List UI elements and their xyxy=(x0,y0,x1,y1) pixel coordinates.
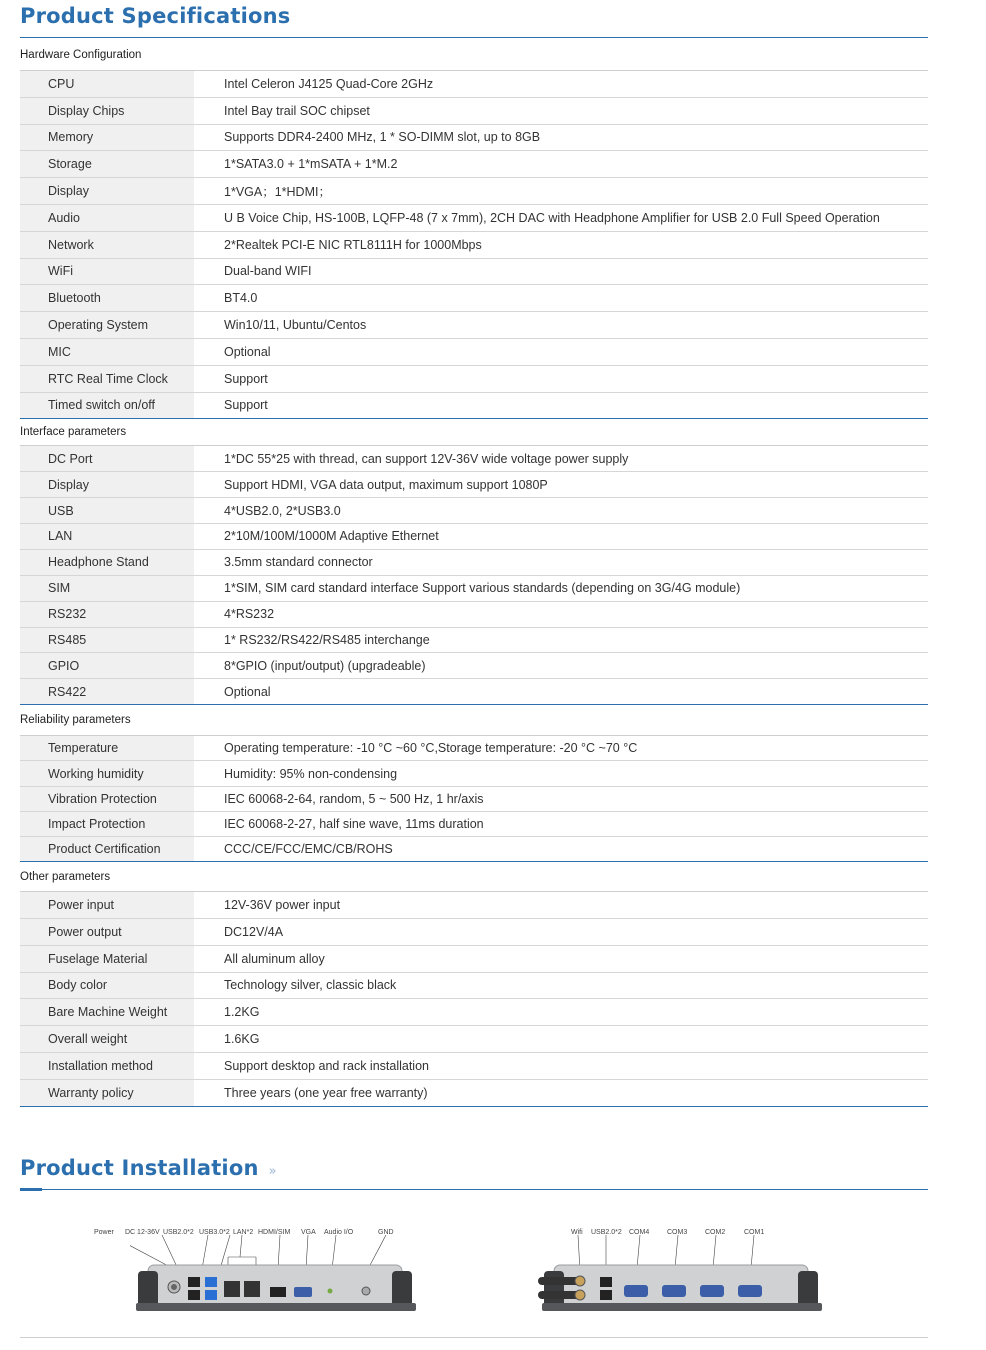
spec-label: RS232 xyxy=(20,602,194,627)
port-label: Power xyxy=(94,1229,114,1236)
port-label: COM1 xyxy=(744,1229,765,1236)
spec-row xyxy=(20,524,928,550)
spec-value: CCC/CE/FCC/EMC/CB/ROHS xyxy=(224,842,393,857)
port-label: COM3 xyxy=(667,1229,688,1236)
port-label: COM4 xyxy=(629,1229,650,1236)
port-label: DC 12-36V xyxy=(125,1229,160,1236)
port-label: USB2.0*2 xyxy=(591,1229,622,1236)
spec-value: Support xyxy=(224,371,268,386)
spec-label: Overall weight xyxy=(20,1026,194,1052)
spec-value: 3.5mm standard connector xyxy=(224,555,373,570)
spec-label: Working humidity xyxy=(20,761,194,785)
spec-label: Display xyxy=(20,178,194,204)
spec-row xyxy=(20,761,928,786)
group-header: Reliability parameters xyxy=(20,705,928,736)
spec-label: Warranty policy xyxy=(20,1080,194,1106)
spec-label: Audio xyxy=(20,205,194,231)
spec-value: 4*RS232 xyxy=(224,607,275,622)
spec-row xyxy=(20,312,928,339)
installation-title xyxy=(20,1156,277,1180)
port-label: LAN*2 xyxy=(233,1229,254,1236)
spec-label: RTC Real Time Clock xyxy=(20,366,194,392)
spec-label: RS485 xyxy=(20,628,194,653)
spec-label: Power input xyxy=(20,892,194,918)
port-label: COM2 xyxy=(705,1229,726,1236)
spec-row xyxy=(20,125,928,152)
spec-row xyxy=(20,679,928,705)
spec-row xyxy=(20,472,928,498)
port-label: Wifi xyxy=(571,1229,583,1236)
spec-row xyxy=(20,151,928,178)
spec-value: All aluminum alloy xyxy=(224,951,325,966)
spec-row xyxy=(20,1026,928,1053)
spec-row xyxy=(20,232,928,259)
spec-row xyxy=(20,393,928,420)
spec-value: Intel Bay trail SOC chipset xyxy=(224,103,370,118)
installation-title-accent xyxy=(20,1188,42,1191)
spec-label: WiFi xyxy=(20,259,194,285)
spec-row xyxy=(20,1080,928,1107)
specs-title-rule xyxy=(20,37,928,38)
spec-value: Operating temperature: -10 °C ~60 °C,Storage temperature: -20 °C ~70 °C xyxy=(224,741,638,756)
spec-label: MIC xyxy=(20,339,194,365)
spec-value: 1*SIM, SIM card standard interface Support various standards (depending on 3G/4G module) xyxy=(224,581,741,596)
spec-row xyxy=(20,550,928,576)
spec-label: Body color xyxy=(20,973,194,999)
spec-row xyxy=(20,205,928,232)
spec-value: Supports DDR4-2400 MHz, 1 * SO-DIMM slot, up to 8GB xyxy=(224,130,541,145)
spec-row xyxy=(20,71,928,98)
spec-value: 1*VGA；1*HDMI； xyxy=(224,185,331,200)
spec-value: Win10/11, Ubuntu/Centos xyxy=(224,318,367,333)
spec-label: Product Certification xyxy=(20,837,194,861)
spec-row xyxy=(20,498,928,524)
front-panel-image xyxy=(130,1235,420,1315)
spec-value: Support desktop and rack installation xyxy=(224,1058,429,1073)
spec-value: 1.6KG xyxy=(224,1032,260,1047)
spec-value: 4*USB2.0, 2*USB3.0 xyxy=(224,503,341,518)
spec-label: Memory xyxy=(20,125,194,151)
spec-row xyxy=(20,178,928,205)
spec-row xyxy=(20,812,928,837)
spec-label: Impact Protection xyxy=(20,812,194,836)
spec-label: Fuselage Material xyxy=(20,946,194,972)
group-header: Interface parameters xyxy=(20,419,928,446)
spec-label: SIM xyxy=(20,576,194,601)
spec-value: 1*DC 55*25 with thread, can support 12V-36V wide voltage power supply xyxy=(224,451,629,466)
spec-row xyxy=(20,446,928,472)
spec-label: Storage xyxy=(20,151,194,177)
spec-value: Technology silver, classic black xyxy=(224,978,397,993)
spec-value: Optional xyxy=(224,684,271,699)
spec-label: Installation method xyxy=(20,1053,194,1079)
installation-title-rule xyxy=(20,1189,928,1190)
spec-row xyxy=(20,1053,928,1080)
spec-row xyxy=(20,98,928,125)
spec-row xyxy=(20,628,928,654)
spec-row xyxy=(20,285,928,312)
bottom-divider xyxy=(20,1337,928,1338)
spec-label: Temperature xyxy=(20,736,194,760)
spec-row xyxy=(20,653,928,679)
spec-label: Headphone Stand xyxy=(20,550,194,575)
spec-value: Optional xyxy=(224,344,271,359)
spec-value: 1* RS232/RS422/RS485 interchange xyxy=(224,633,430,648)
spec-row xyxy=(20,919,928,946)
spec-row xyxy=(20,339,928,366)
spec-row xyxy=(20,366,928,393)
spec-row xyxy=(20,892,928,919)
specs-title: Product Specifications xyxy=(20,4,291,28)
spec-row xyxy=(20,259,928,286)
spec-row xyxy=(20,973,928,1000)
port-label: Audio I/O xyxy=(324,1229,354,1236)
spec-label: Timed switch on/off xyxy=(20,393,194,419)
spec-label: GPIO xyxy=(20,653,194,678)
spec-label: LAN xyxy=(20,524,194,549)
spec-label: Vibration Protection xyxy=(20,787,194,811)
spec-row xyxy=(20,837,928,862)
spec-value: 2*Realtek PCI-E NIC RTL8111H for 1000Mbps xyxy=(224,237,482,252)
spec-value: 2*10M/100M/1000M Adaptive Ethernet xyxy=(224,529,439,544)
spec-row xyxy=(20,946,928,973)
spec-label: Bare Machine Weight xyxy=(20,999,194,1025)
port-label: VGA xyxy=(301,1229,316,1236)
spec-label: Network xyxy=(20,232,194,258)
spec-label: Display Chips xyxy=(20,98,194,124)
spec-value: Support HDMI, VGA data output, maximum support 1080P xyxy=(224,477,548,492)
group-header: Hardware Configuration xyxy=(20,40,928,71)
installation-title-text: Product Installation xyxy=(20,1156,259,1180)
spec-value: 12V-36V power input xyxy=(224,898,341,913)
spec-row xyxy=(20,736,928,761)
spec-row xyxy=(20,787,928,812)
port-label: GND xyxy=(378,1229,394,1236)
spec-value: Three years (one year free warranty) xyxy=(224,1085,428,1100)
spec-value: U B Voice Chip, HS-100B, LQFP-48 (7 x 7mm), 2CH DAC with Headphone Amplifier for USB 2.0 Full Speed Operation xyxy=(224,210,880,225)
chevron-right-icon: » xyxy=(268,1164,277,1179)
spec-value: DC12V/4A xyxy=(224,924,284,939)
spec-row xyxy=(20,602,928,628)
spec-value: Humidity: 95% non-condensing xyxy=(224,766,398,781)
spec-label: Bluetooth xyxy=(20,285,194,311)
spec-value: 1*SATA3.0 + 1*mSATA + 1*M.2 xyxy=(224,157,398,172)
spec-value: Dual-band WIFI xyxy=(224,264,312,279)
rear-panel-image xyxy=(536,1235,826,1315)
group-header: Other parameters xyxy=(20,862,928,892)
port-label: HDMI/SIM xyxy=(258,1229,291,1236)
spec-label: CPU xyxy=(20,71,194,97)
spec-row xyxy=(20,576,928,602)
spec-value: Support xyxy=(224,398,268,413)
spec-value: 8*GPIO (input/output) (upgradeable) xyxy=(224,658,426,673)
spec-value: IEC 60068-2-27, half sine wave, 11ms duration xyxy=(224,816,484,831)
spec-value: IEC 60068-2-64, random, 5 ~ 500 Hz, 1 hr/axis xyxy=(224,791,484,806)
spec-value: Intel Celeron J4125 Quad-Core 2GHz xyxy=(224,76,434,91)
spec-table xyxy=(20,40,928,1107)
spec-label: Power output xyxy=(20,919,194,945)
port-label: USB2.0*2 xyxy=(163,1229,194,1236)
spec-value: 1.2KG xyxy=(224,1005,260,1020)
spec-row xyxy=(20,999,928,1026)
spec-label: RS422 xyxy=(20,679,194,704)
spec-label: USB xyxy=(20,498,194,523)
spec-value: BT4.0 xyxy=(224,291,258,306)
spec-label: DC Port xyxy=(20,446,194,471)
spec-label: Operating System xyxy=(20,312,194,338)
spec-label: Display xyxy=(20,472,194,497)
port-label: USB3.0*2 xyxy=(199,1229,230,1236)
